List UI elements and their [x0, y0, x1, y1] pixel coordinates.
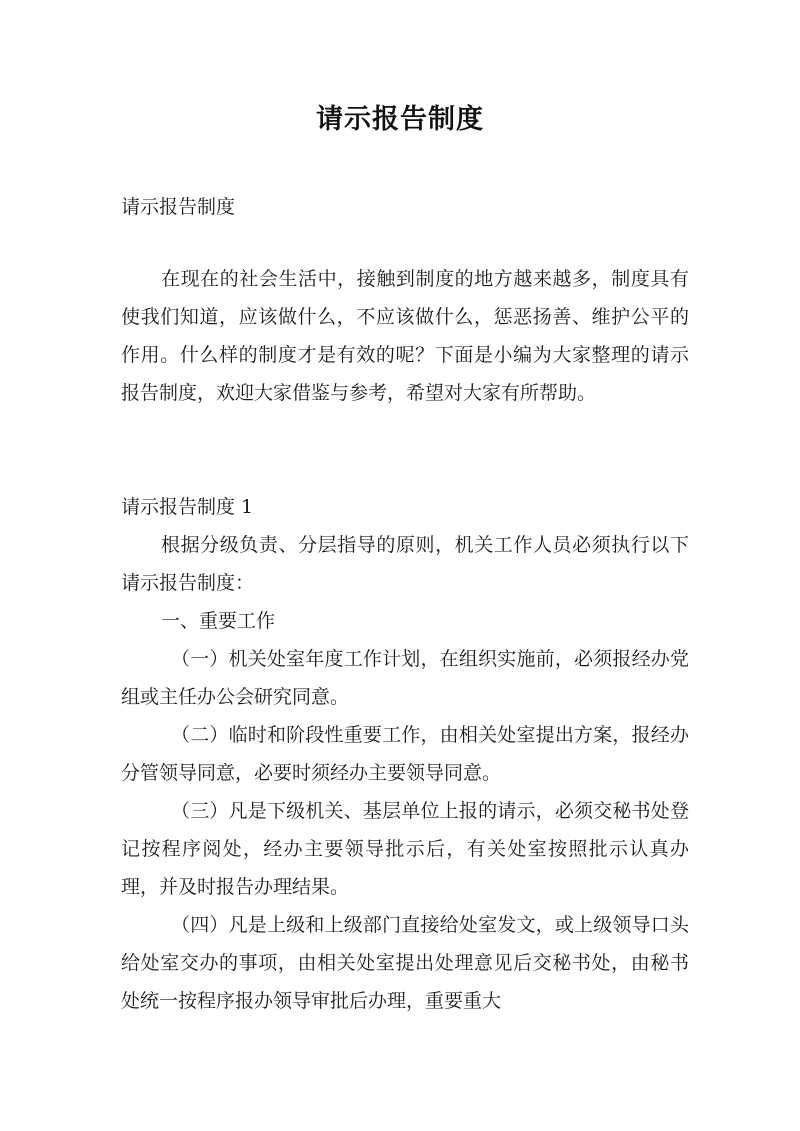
section-1 — [121, 488, 689, 1020]
document-subtitle: 请示报告制度 — [121, 196, 236, 218]
part-heading: 一、重要工作 — [161, 610, 276, 632]
intro-paragraph: 在现在的社会生活中，接触到制度的地方越来越多，制度具有使我们知道，应该做什么，不应该做什么，惩恶扬善、维护公平的作用。什么样的制度才是有效的呢？下面是小编为大家整理的请示报告制度，欢迎大家借鉴与参考，希望对大家有所帮助。 — [121, 268, 689, 404]
section-heading: 请示报告制度 1 — [121, 496, 254, 518]
list-item: （四）凡是上级和上级部门直接给处室发文，或上级领导口头给处室交办的事项，由相关处室提出处理意见后交秘书处，由秘书处统一按程序报办领导审批后办理，重要重大 — [121, 914, 689, 1012]
document-title: 请示报告制度 — [316, 104, 484, 135]
list-item: （二）临时和阶段性重要工作，由相关处室提出方案，报经办分管领导同意，必要时须经办主要领导同意。 — [121, 724, 689, 784]
list-item: （三）凡是下级机关、基层单位上报的请示，必须交秘书处登记按程序阅处，经办主要领导批示后，有关处室按照批示认真办理，并及时报告办理结果。 — [121, 800, 689, 898]
list-item: （一）机关处室年度工作计划，在组织实施前，必须报经办党组或主任办公会研究同意。 — [121, 648, 689, 708]
section-lead-paragraph: 根据分级负责、分层指导的原则，机关工作人员必须执行以下请示报告制度： — [121, 534, 689, 594]
